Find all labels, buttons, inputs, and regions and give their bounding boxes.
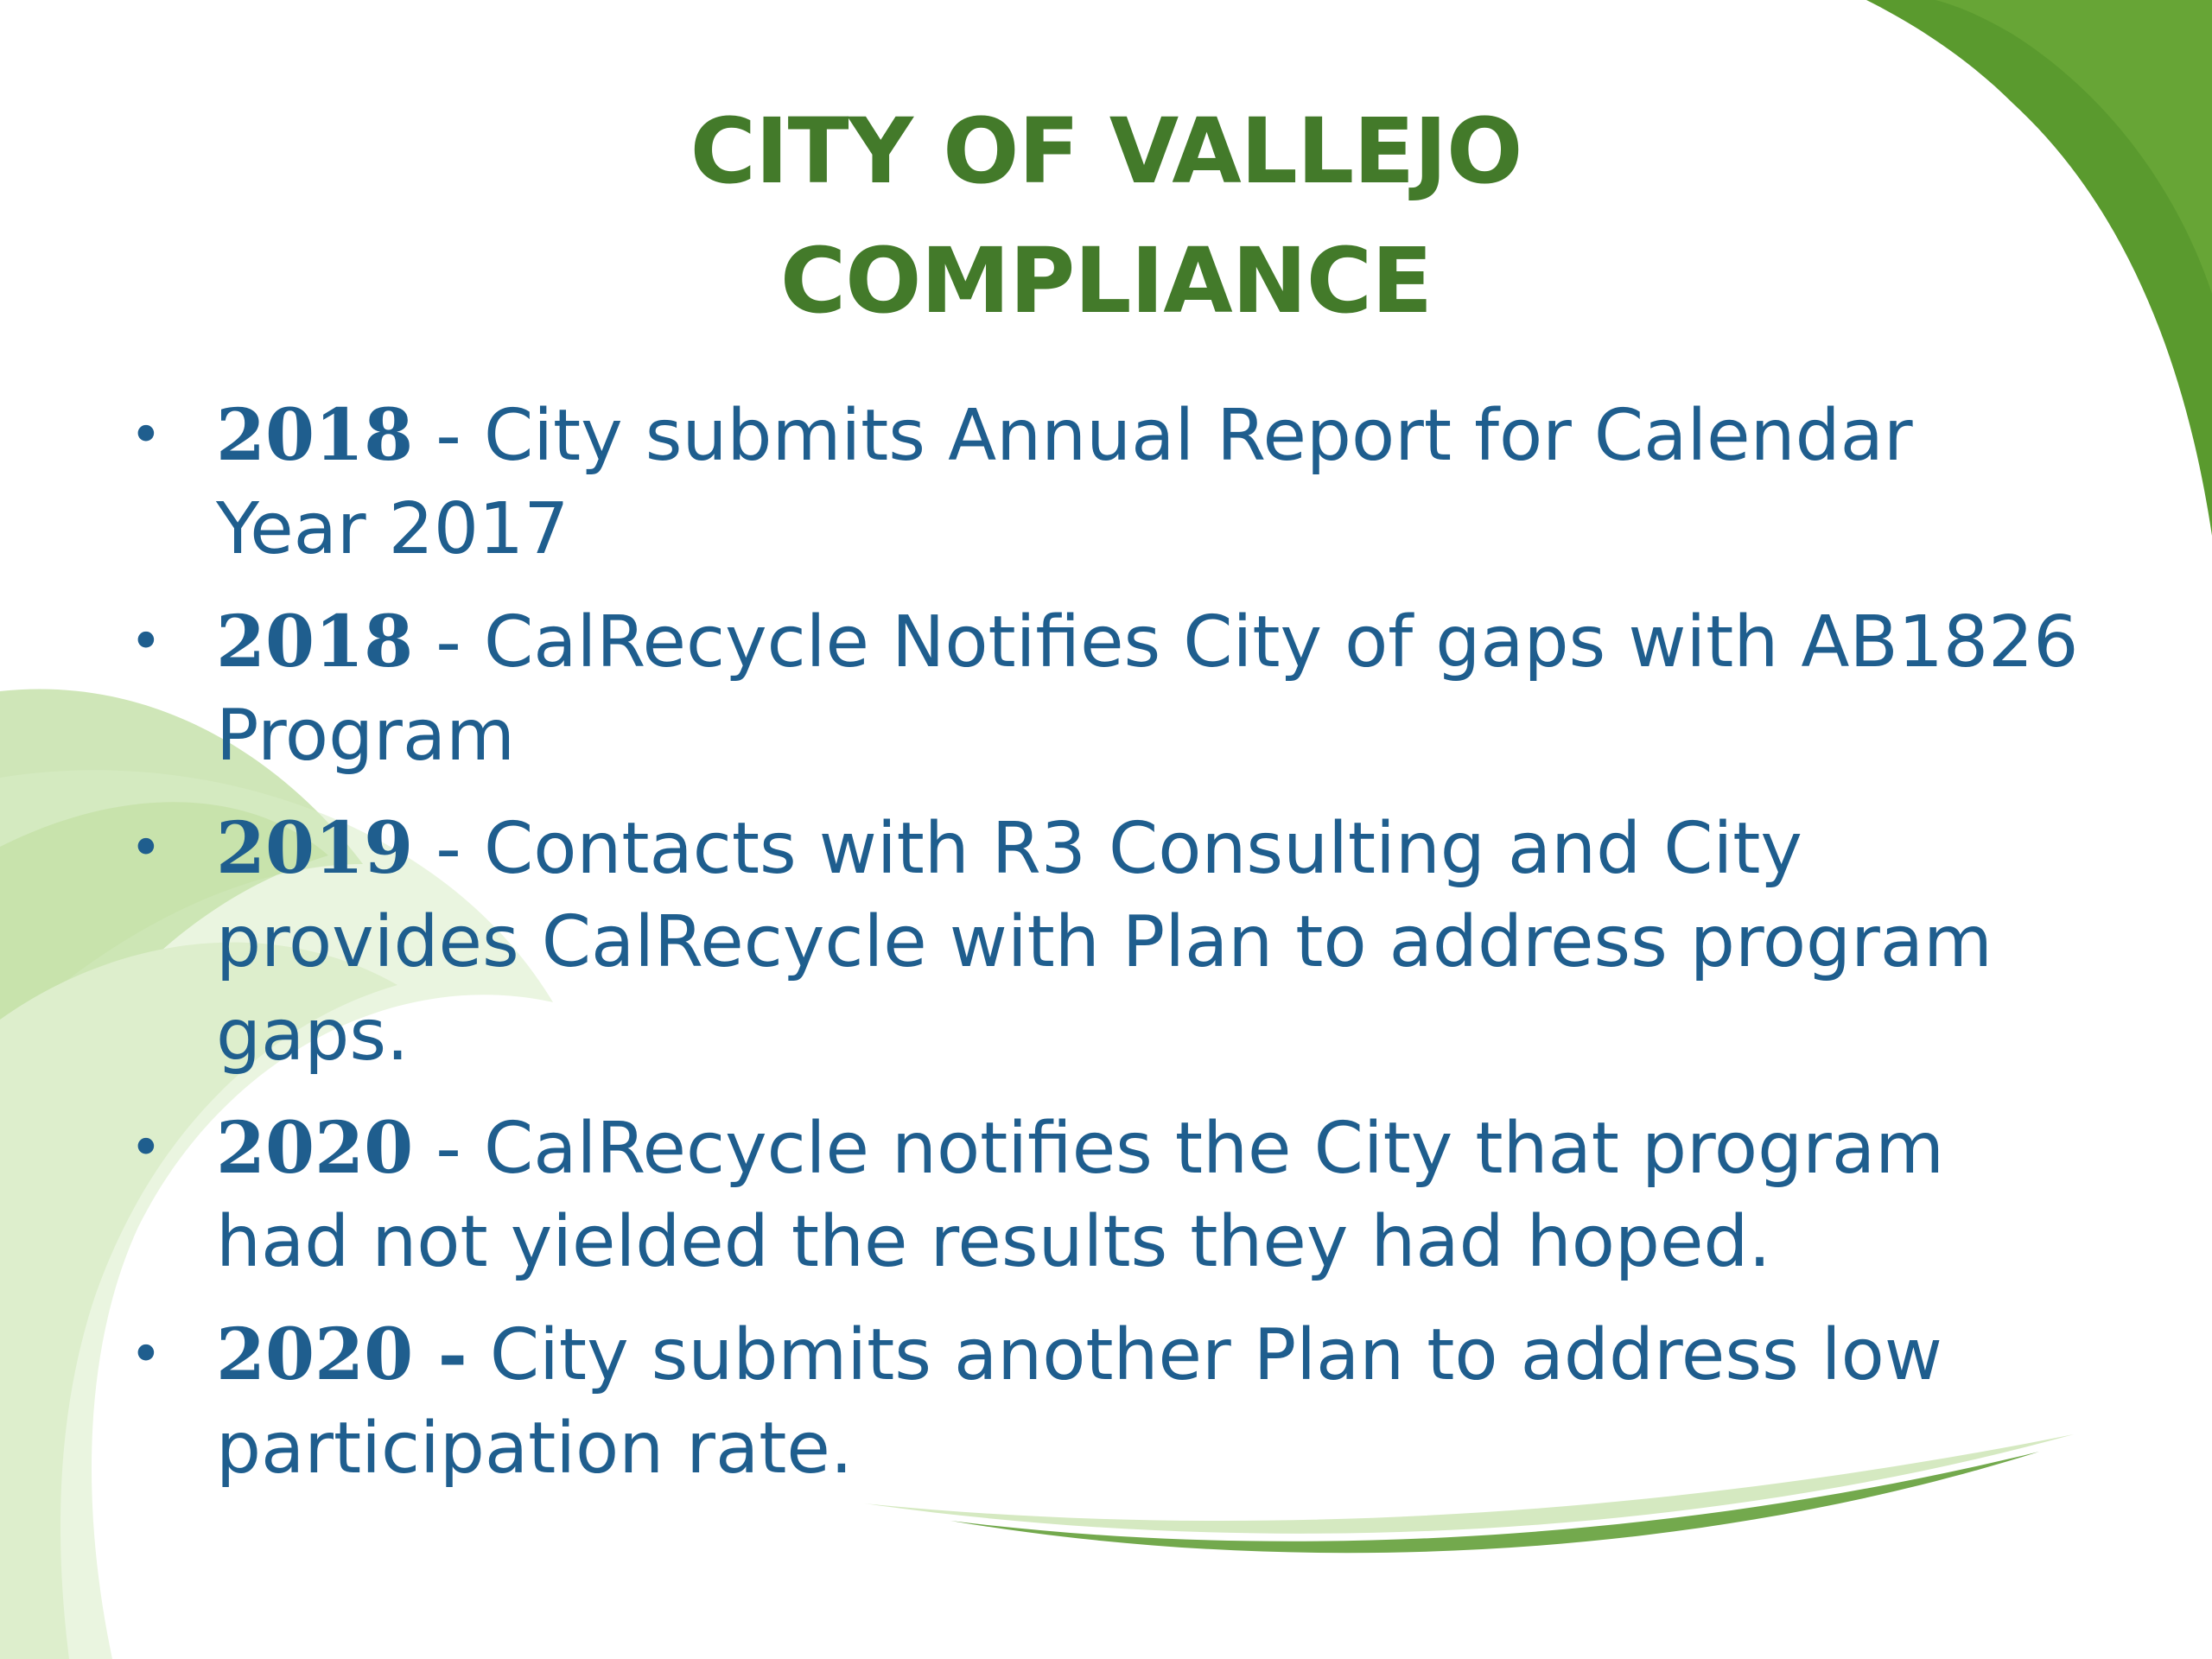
bullet-item [130,389,2082,576]
bullet-year: 2020 [216,1107,414,1190]
bullet-text: - CalRecycle Notifies City of gaps with AB1826 Program [216,601,2079,777]
bullet-text: - CalRecycle notifies the City that program had not yielded the results they had hoped. [216,1108,1944,1283]
title-line-2: COMPLIANCE [779,228,1433,334]
bullet-item [130,1102,2082,1289]
bullet-item [130,595,2082,783]
title-line-1: CITY OF VALLEJO [690,99,1522,204]
bullet-list [130,389,2082,1515]
slide-title [0,86,2212,346]
bullet-year: 2018 [216,601,414,683]
bullet-marker: • [130,817,162,880]
bullet-year: 2020 - [216,1313,467,1396]
bullet-text: - Contacts with R3 Consulting and City provides CalRecycle with Plan to address program gaps. [216,808,1993,1077]
bullet-year: 2019 [216,807,414,890]
bullet-item [130,1308,2082,1496]
bullet-marker: • [130,1116,162,1180]
bullet-year: 2018 [216,394,414,477]
bullet-text: City submits another Plan to address low participation rate. [216,1314,1942,1490]
bullet-marker: • [130,1323,162,1387]
bullet-text: - City submits Annual Report for Calendar Year 2017 [216,395,1913,570]
bullet-marker: • [130,610,162,674]
bullet-marker: • [130,404,162,467]
bullet-item [130,802,2082,1083]
